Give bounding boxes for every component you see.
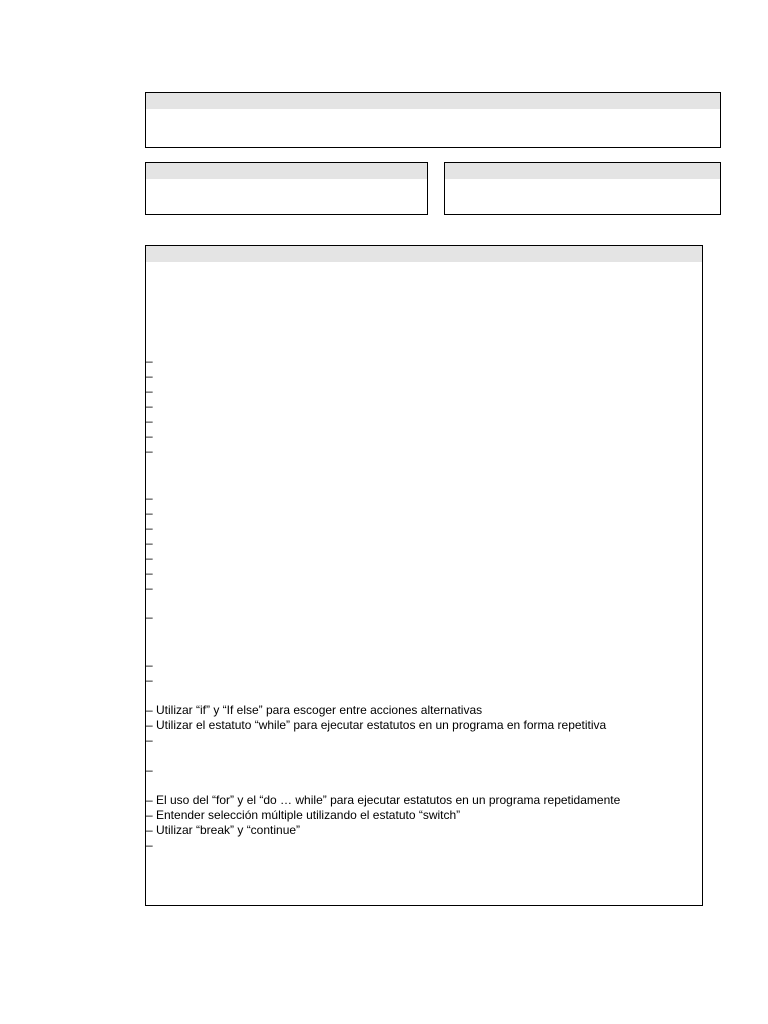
list-item: – <box>146 354 153 368</box>
list-item: – Utilizar “if” y “If else” para escoger entre acciones alternativas <box>146 703 483 717</box>
list-item: – <box>146 491 153 505</box>
list-item: – Utilizar el estatuto “while” para ejecutar estatutos en un programa en forma repetitiva <box>146 718 607 732</box>
list-item: – <box>146 414 153 428</box>
list-item: – <box>146 763 153 777</box>
list-item: – <box>146 506 153 520</box>
list-item: – <box>146 399 153 413</box>
list-item: – Entender selección múltiple utilizando el estatuto “switch” <box>146 808 461 822</box>
list-item: – <box>146 838 153 852</box>
list-item: – <box>146 384 153 398</box>
list-item: – <box>146 429 153 443</box>
info-box-left <box>145 162 428 215</box>
list-item: – <box>146 369 153 383</box>
info-box-right <box>444 162 721 215</box>
list-item: – <box>146 610 153 624</box>
info-box-left-title-bar <box>146 163 427 179</box>
list-item: – <box>146 566 153 580</box>
list-item: – Utilizar “break” y “continue” <box>146 823 301 837</box>
list-item: – <box>146 733 153 747</box>
list-item: – El uso del “for” y el “do … while” para ejecutar estatutos en un programa repetidamente <box>146 793 621 807</box>
content-box <box>145 245 703 906</box>
list-item: – <box>146 444 153 458</box>
header-box <box>145 92 721 148</box>
content-box-title-bar <box>146 246 702 262</box>
list-item: – <box>146 673 153 687</box>
list-item: – <box>146 536 153 550</box>
header-box-title-bar <box>146 93 720 109</box>
list-item: – <box>146 581 153 595</box>
list-item: – <box>146 658 153 672</box>
list-item: – <box>146 521 153 535</box>
info-box-right-title-bar <box>445 163 720 179</box>
list-item: – <box>146 551 153 565</box>
